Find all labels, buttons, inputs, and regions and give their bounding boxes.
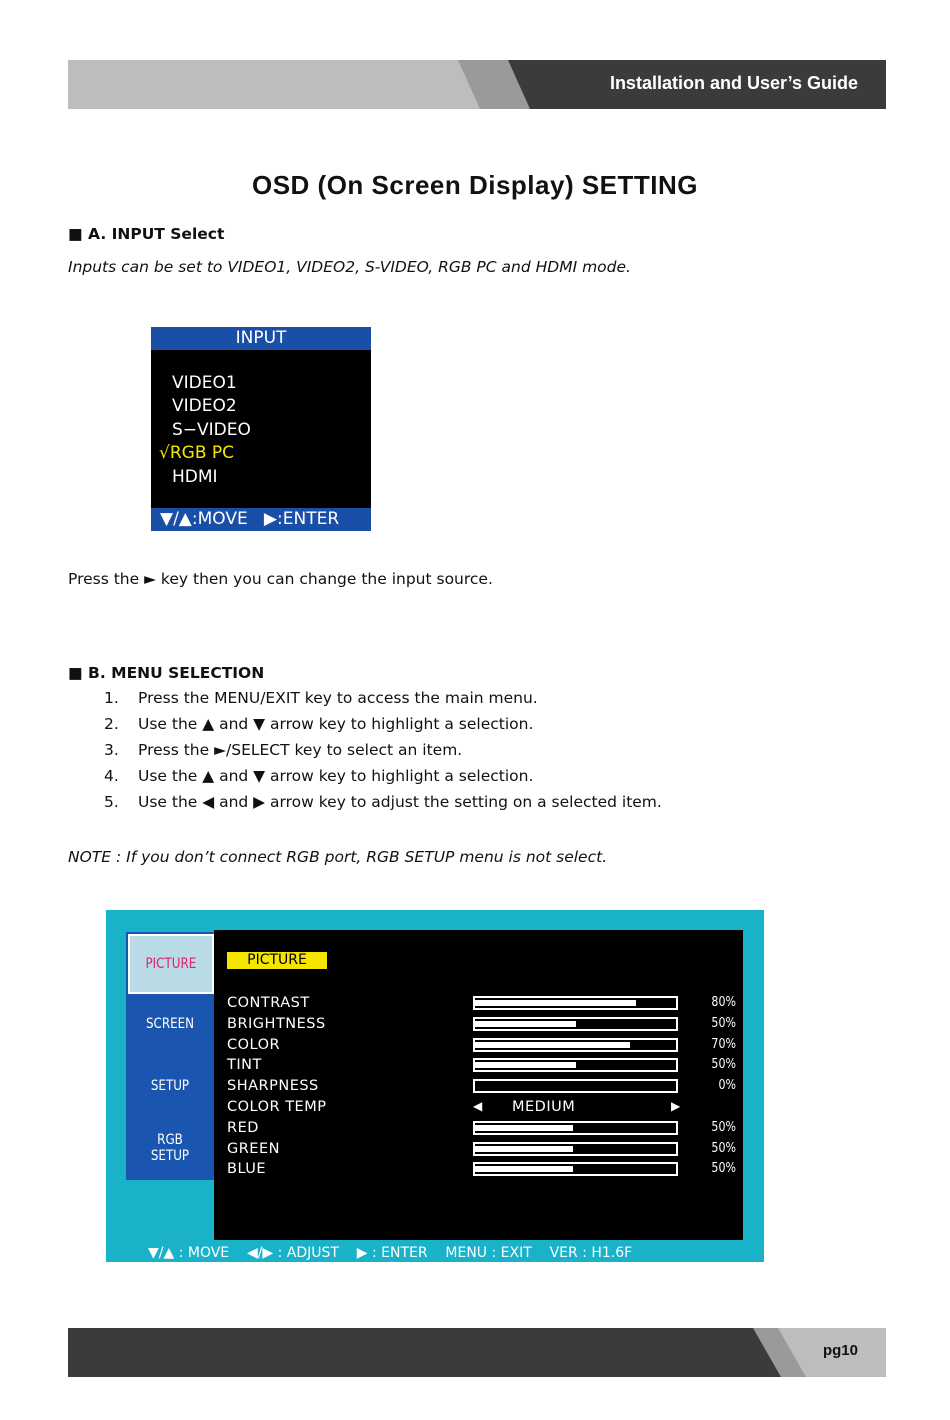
input-option-video2: VIDEO2	[172, 396, 237, 416]
osd-setting-label: CONTRAST	[227, 995, 310, 1011]
osd-level-bar	[473, 996, 678, 1010]
step-number: 5.	[104, 793, 119, 811]
step-text: Use the ◀ and ▶ arrow key to adjust the setting on a selected item.	[138, 793, 662, 811]
rgb-note: NOTE : If you don’t connect RGB port, RGB SETUP menu is not select.	[68, 848, 608, 866]
left-arrow-icon: ◀	[473, 1099, 483, 1113]
osd-setting-row	[227, 1057, 737, 1077]
osd-level-fill	[475, 1125, 573, 1131]
input-option-video1: VIDEO1	[172, 373, 237, 393]
osd-setting-row	[227, 1141, 737, 1161]
osd-option-value: MEDIUM	[512, 1099, 576, 1115]
osd-level-fill	[475, 1000, 636, 1006]
osd-setting-label: SHARPNESS	[227, 1078, 319, 1095]
picture-menu-osd	[106, 910, 764, 1262]
osd-level-percent: 50%	[711, 1119, 736, 1135]
step-text: Use the ▲ and ▼ arrow key to highlight a selection.	[138, 767, 534, 785]
osd-setting-row	[227, 1161, 737, 1181]
osd-level-bar	[473, 1079, 678, 1093]
osd-setting-label: COLOR	[227, 1036, 281, 1053]
input-osd-help: ▼/▲:MOVE ▶:ENTER	[160, 509, 340, 529]
tab-setup: SETUP	[150, 1078, 190, 1094]
osd-level-bar	[473, 1017, 678, 1031]
osd-level-percent: 50%	[711, 1161, 736, 1177]
tab-picture	[128, 934, 214, 994]
osd-setting-label: RED	[227, 1119, 259, 1136]
osd-level-percent: 80%	[711, 995, 736, 1010]
osd-level-percent: 0%	[718, 1078, 736, 1094]
osd-level-bar	[473, 1162, 678, 1176]
page-header	[68, 60, 886, 109]
osd-setting-row	[227, 995, 737, 1015]
osd-setting-row	[227, 1016, 737, 1036]
osd-level-percent: 50%	[711, 1140, 736, 1156]
input-osd-title: INPUT	[151, 327, 371, 350]
tab-screen: SCREEN	[145, 1016, 195, 1032]
tab-rgb-setup	[133, 1132, 208, 1164]
osd-setting-row	[227, 1037, 737, 1057]
osd-level-fill	[475, 1166, 573, 1172]
step-number: 4.	[104, 767, 119, 785]
osd-setting-label: GREEN	[227, 1140, 280, 1157]
step-number: 1.	[104, 689, 119, 707]
osd-level-bar	[473, 1038, 678, 1052]
osd-level-fill	[475, 1062, 576, 1068]
guide-title: Installation and User’s Guide	[609, 73, 858, 93]
osd-level-percent: 50%	[711, 1057, 736, 1073]
input-osd-footer	[151, 508, 371, 531]
step-text: Press the ►/SELECT key to select an item.	[138, 741, 463, 759]
osd-setting-label: BRIGHTNESS	[227, 1015, 326, 1032]
section-a-heading: ■ A. INPUT Select	[68, 225, 225, 243]
osd-menu-title: PICTURE	[227, 952, 327, 969]
osd-level-bar	[473, 1121, 678, 1135]
osd-setting-row	[227, 1099, 737, 1119]
osd-setting-label: BLUE	[227, 1161, 267, 1178]
section-a-intro: Inputs can be set to VIDEO1, VIDEO2, S-VIDEO, RGB PC and HDMI mode.	[68, 258, 631, 276]
step-text: Press the MENU/EXIT key to access the main menu.	[138, 689, 538, 707]
input-osd-screen	[151, 327, 371, 531]
input-option-rgb-pc: √RGB PC	[159, 443, 235, 463]
tab-picture-label: PICTURE	[145, 956, 197, 972]
step-number: 3.	[104, 741, 119, 759]
osd-setting-label: COLOR TEMP	[227, 1099, 327, 1115]
step-text: Use the ▲ and ▼ arrow key to highlight a selection.	[138, 715, 534, 733]
osd-footer-help: ▼/▲ : MOVE ◀/▶ : ADJUST ▶ : ENTER MENU : EXIT VER : H1.6F	[148, 1245, 633, 1261]
right-arrow-icon: ▶	[671, 1099, 681, 1113]
osd-setting-row	[227, 1078, 737, 1098]
osd-level-percent: 50%	[711, 1015, 736, 1031]
osd-tab-column	[126, 932, 214, 1180]
tab-rgb-setup-line1: RGB	[157, 1132, 183, 1148]
osd-level-fill	[475, 1146, 573, 1152]
osd-level-percent: 70%	[711, 1036, 736, 1052]
osd-setting-label: TINT	[227, 1057, 262, 1074]
page-number: pg10	[822, 1342, 858, 1359]
osd-level-bar	[473, 1058, 678, 1072]
input-option-hdmi: HDMI	[172, 467, 218, 487]
osd-level-fill	[475, 1042, 630, 1048]
osd-level-bar	[473, 1142, 678, 1156]
page-footer	[68, 1328, 886, 1377]
osd-level-fill	[475, 1021, 576, 1027]
section-b-heading: ■ B. MENU SELECTION	[68, 664, 265, 682]
press-key-text: Press the ► key then you can change the input source.	[68, 570, 493, 588]
tab-rgb-setup-line2: SETUP	[150, 1148, 190, 1164]
page-title: OSD (On Screen Display) SETTING	[251, 170, 699, 200]
input-option-svideo: S−VIDEO	[172, 420, 251, 440]
osd-setting-row	[227, 1120, 737, 1140]
step-number: 2.	[104, 715, 119, 733]
